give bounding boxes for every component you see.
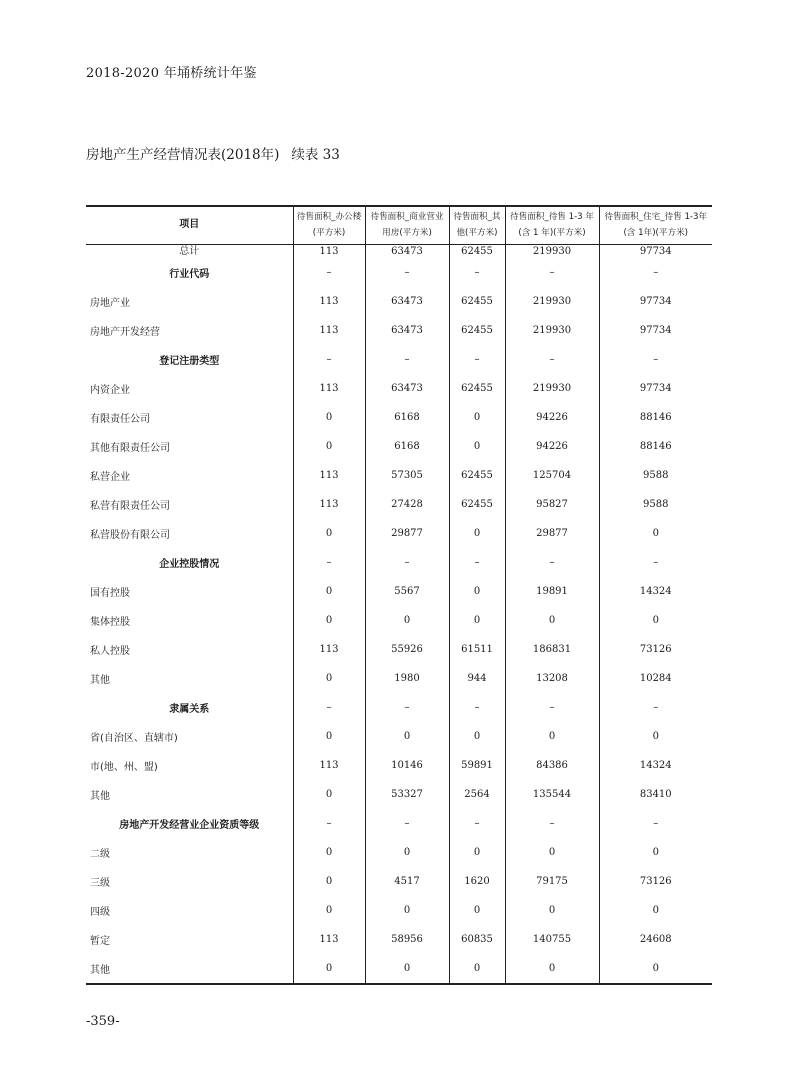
- value-cell: 113: [293, 374, 365, 403]
- value-cell: 24608: [599, 925, 712, 954]
- row-label-cell: 国有控股: [90, 587, 130, 599]
- value-cell: 219930: [505, 244, 599, 258]
- column-header: 项目: [86, 206, 293, 244]
- section-heading-cell: 房地产开发经营业企业资质等级: [119, 819, 260, 831]
- value-cell: 0: [293, 606, 365, 635]
- table-row: [86, 635, 712, 664]
- value-cell: 0: [293, 432, 365, 461]
- value-cell: –: [449, 693, 505, 722]
- value-cell: 113: [293, 316, 365, 345]
- page-number: -359-: [86, 1014, 120, 1029]
- value-cell: 57305: [365, 461, 449, 490]
- value-cell: 0: [505, 838, 599, 867]
- table-row: [86, 548, 712, 577]
- value-cell: 2564: [449, 780, 505, 809]
- value-cell: 62455: [449, 287, 505, 316]
- value-cell: 113: [293, 244, 365, 258]
- value-cell: 0: [505, 606, 599, 635]
- value-cell: 0: [293, 954, 365, 984]
- table-row: [86, 461, 712, 490]
- row-label-cell: 其他: [86, 954, 293, 984]
- value-cell: 61511: [449, 635, 505, 664]
- value-cell: 55926: [365, 635, 449, 664]
- table-row: [86, 722, 712, 751]
- value-cell: –: [449, 548, 505, 577]
- row-label-cell: 其他: [90, 790, 110, 802]
- row-label-cell: 其他: [90, 674, 110, 686]
- value-cell: 0: [505, 954, 599, 984]
- value-cell: 0: [293, 867, 365, 896]
- value-cell: –: [599, 693, 712, 722]
- value-cell: 53327: [365, 780, 449, 809]
- value-cell: 62455: [449, 490, 505, 519]
- table-caption-title: 房地产生产经营情况表(2018年): [86, 147, 280, 163]
- value-cell: 0: [365, 954, 449, 984]
- value-cell: 0: [293, 664, 365, 693]
- value-cell: –: [449, 809, 505, 838]
- value-cell: 97734: [599, 287, 712, 316]
- value-cell: 94226: [505, 403, 599, 432]
- value-cell: –: [505, 258, 599, 287]
- value-cell: 0: [449, 722, 505, 751]
- row-label-cell: 其他有限责任公司: [90, 442, 170, 454]
- column-header: 待售面积_其他(平方米): [449, 206, 505, 244]
- table-row: [86, 244, 712, 258]
- value-cell: –: [505, 809, 599, 838]
- row-label-cell: 市(地、州、盟): [90, 761, 158, 773]
- row-label-cell: 暂定: [90, 935, 110, 947]
- row-label-cell: 私人控股: [90, 645, 130, 657]
- value-cell: 0: [505, 722, 599, 751]
- value-cell: –: [293, 548, 365, 577]
- value-cell: –: [505, 693, 599, 722]
- table-row: [86, 954, 712, 984]
- value-cell: 125704: [505, 461, 599, 490]
- value-cell: 6168: [365, 403, 449, 432]
- value-cell: 58956: [365, 925, 449, 954]
- table-row: [86, 490, 712, 519]
- row-label-cell: 总计: [179, 245, 200, 257]
- value-cell: 0: [293, 838, 365, 867]
- row-label-cell: 内资企业: [90, 384, 130, 396]
- value-cell: 186831: [505, 635, 599, 664]
- table-caption: [86, 143, 340, 163]
- value-cell: 113: [293, 635, 365, 664]
- value-cell: 10284: [599, 664, 712, 693]
- section-heading-cell: 隶属关系: [169, 703, 210, 715]
- value-cell: 97734: [599, 316, 712, 345]
- value-cell: 0: [449, 519, 505, 548]
- value-cell: 4517: [365, 867, 449, 896]
- value-cell: 0: [449, 577, 505, 606]
- value-cell: 29877: [505, 519, 599, 548]
- value-cell: 113: [293, 287, 365, 316]
- value-cell: 83410: [599, 780, 712, 809]
- value-cell: 219930: [505, 287, 599, 316]
- value-cell: 63473: [365, 244, 449, 258]
- row-label-cell: 房地产开发经营: [90, 326, 160, 338]
- value-cell: 113: [293, 490, 365, 519]
- value-cell: 9588: [599, 490, 712, 519]
- value-cell: –: [599, 809, 712, 838]
- table-row: [86, 664, 712, 693]
- table-header-row: [86, 206, 712, 244]
- table-row: [86, 896, 712, 925]
- table-row: [86, 867, 712, 896]
- value-cell: 0: [599, 838, 712, 867]
- section-heading-cell: 企业控股情况: [159, 558, 220, 570]
- value-cell: 14324: [599, 751, 712, 780]
- table-row: [86, 838, 712, 867]
- column-header: 待售面积_商业营业用房(平方米): [365, 206, 449, 244]
- value-cell: 1620: [449, 867, 505, 896]
- value-cell: 97734: [599, 244, 712, 258]
- value-cell: 219930: [505, 316, 599, 345]
- value-cell: 0: [365, 722, 449, 751]
- table-row: [86, 258, 712, 287]
- value-cell: 6168: [365, 432, 449, 461]
- column-header: 待售面积_办公楼(平方米): [293, 206, 365, 244]
- value-cell: 1980: [365, 664, 449, 693]
- value-cell: 88146: [599, 403, 712, 432]
- value-cell: –: [449, 258, 505, 287]
- value-cell: 0: [293, 403, 365, 432]
- table-row: [86, 345, 712, 374]
- value-cell: 0: [449, 838, 505, 867]
- value-cell: 0: [293, 896, 365, 925]
- value-cell: 13208: [505, 664, 599, 693]
- value-cell: 0: [599, 896, 712, 925]
- table-row: [86, 287, 712, 316]
- value-cell: 10146: [365, 751, 449, 780]
- value-cell: 63473: [365, 316, 449, 345]
- value-cell: 0: [449, 432, 505, 461]
- value-cell: –: [293, 345, 365, 374]
- statistics-table-container: [86, 205, 712, 985]
- value-cell: 60835: [449, 925, 505, 954]
- value-cell: 0: [365, 606, 449, 635]
- value-cell: 0: [365, 838, 449, 867]
- table-row: [86, 432, 712, 461]
- table-row: [86, 751, 712, 780]
- value-cell: 140755: [505, 925, 599, 954]
- value-cell: 95827: [505, 490, 599, 519]
- value-cell: 0: [449, 954, 505, 984]
- section-heading-cell: 行业代码: [169, 268, 210, 280]
- row-label-cell: 省(自治区、直辖市): [90, 732, 178, 744]
- value-cell: 0: [599, 519, 712, 548]
- row-label-cell: 四级: [90, 906, 110, 918]
- table-row: [86, 780, 712, 809]
- value-cell: 944: [449, 664, 505, 693]
- value-cell: –: [505, 548, 599, 577]
- value-cell: 135544: [505, 780, 599, 809]
- value-cell: 73126: [599, 635, 712, 664]
- row-label-cell: 集体控股: [90, 616, 130, 628]
- table-row: [86, 606, 712, 635]
- table-row: [86, 925, 712, 954]
- row-label-cell: 房地产业: [90, 297, 130, 309]
- value-cell: 5567: [365, 577, 449, 606]
- table-row: [86, 519, 712, 548]
- column-header: 待售面积_待售 1-3 年(含 1 年)(平方米): [505, 206, 599, 244]
- value-cell: –: [293, 258, 365, 287]
- table-row: [86, 693, 712, 722]
- value-cell: 0: [599, 722, 712, 751]
- value-cell: 0: [505, 896, 599, 925]
- value-cell: 62455: [449, 461, 505, 490]
- value-cell: –: [365, 258, 449, 287]
- value-cell: –: [599, 548, 712, 577]
- value-cell: 97734: [599, 374, 712, 403]
- value-cell: 0: [365, 896, 449, 925]
- value-cell: 79175: [505, 867, 599, 896]
- value-cell: 88146: [599, 432, 712, 461]
- row-label-cell: 私营企业: [90, 471, 130, 483]
- table-continuation-label: 续表 33: [291, 147, 340, 163]
- row-label-cell: 有限责任公司: [90, 413, 150, 425]
- value-cell: 14324: [599, 577, 712, 606]
- value-cell: 94226: [505, 432, 599, 461]
- value-cell: –: [365, 345, 449, 374]
- value-cell: –: [293, 693, 365, 722]
- value-cell: –: [505, 345, 599, 374]
- value-cell: 0: [293, 722, 365, 751]
- value-cell: 0: [449, 896, 505, 925]
- value-cell: 63473: [365, 287, 449, 316]
- value-cell: 62455: [449, 316, 505, 345]
- value-cell: 0: [293, 780, 365, 809]
- table-row: [86, 316, 712, 345]
- value-cell: 219930: [505, 374, 599, 403]
- value-cell: 9588: [599, 461, 712, 490]
- value-cell: 0: [293, 519, 365, 548]
- table-row: [86, 809, 712, 838]
- column-header: 待售面积_住宅_待售 1-3年(含 1年)(平方米): [599, 206, 712, 244]
- table-row: [86, 374, 712, 403]
- value-cell: –: [365, 693, 449, 722]
- value-cell: 62455: [449, 374, 505, 403]
- value-cell: –: [449, 345, 505, 374]
- value-cell: 63473: [365, 374, 449, 403]
- value-cell: 19891: [505, 577, 599, 606]
- value-cell: 0: [599, 606, 712, 635]
- value-cell: 59891: [449, 751, 505, 780]
- value-cell: 0: [449, 606, 505, 635]
- table-body: [86, 244, 712, 984]
- value-cell: 27428: [365, 490, 449, 519]
- value-cell: 113: [293, 751, 365, 780]
- value-cell: 113: [293, 925, 365, 954]
- value-cell: –: [599, 258, 712, 287]
- value-cell: –: [293, 809, 365, 838]
- value-cell: 73126: [599, 867, 712, 896]
- row-label-cell: 三级: [90, 877, 110, 889]
- section-heading-cell: 登记注册类型: [159, 355, 220, 367]
- table-row: [86, 577, 712, 606]
- value-cell: –: [365, 809, 449, 838]
- yearbook-header-title: 2018-2020 年埇桥统计年鉴: [86, 66, 257, 81]
- real-estate-statistics-table: [86, 205, 712, 985]
- table-row: [86, 403, 712, 432]
- row-label-cell: 二级: [90, 848, 110, 860]
- value-cell: 113: [293, 461, 365, 490]
- value-cell: 29877: [365, 519, 449, 548]
- value-cell: 0: [293, 577, 365, 606]
- value-cell: –: [599, 345, 712, 374]
- value-cell: –: [365, 548, 449, 577]
- value-cell: 0: [599, 954, 712, 984]
- row-label-cell: 私营股份有限公司: [90, 529, 170, 541]
- value-cell: 0: [449, 403, 505, 432]
- value-cell: 62455: [449, 244, 505, 258]
- row-label-cell: 私营有限责任公司: [90, 500, 170, 512]
- value-cell: 84386: [505, 751, 599, 780]
